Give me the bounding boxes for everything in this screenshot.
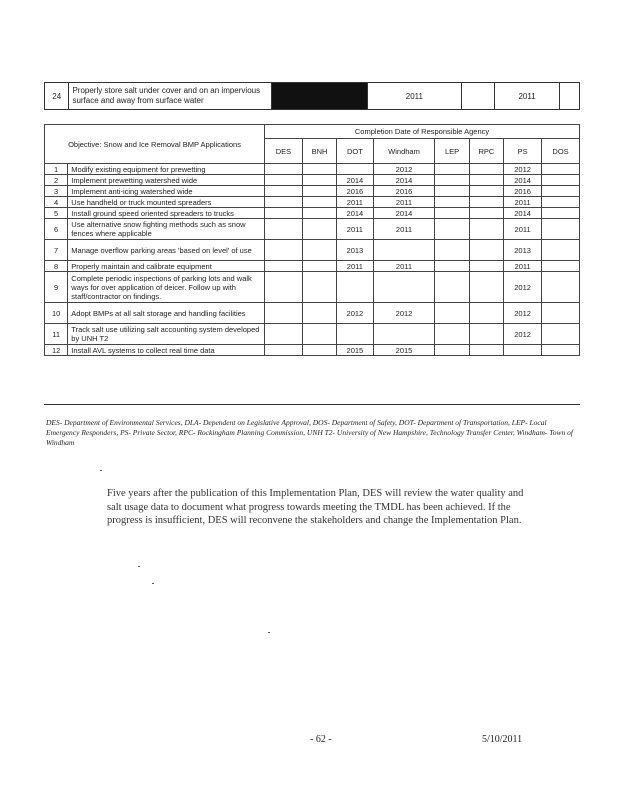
completion-cell-rpc xyxy=(469,208,503,219)
row-description: Use handheld or truck mounted spreaders xyxy=(68,197,265,208)
agency-header-dot: DOT xyxy=(337,139,373,164)
completion-cell-dos xyxy=(542,186,580,197)
row-number: 7 xyxy=(45,240,68,261)
completion-cell-lep xyxy=(435,345,469,356)
completion-cell-lep xyxy=(435,219,469,240)
completion-cell-windham: 2011 xyxy=(373,261,435,272)
completion-cell-lep xyxy=(435,164,469,175)
completion-cell-ps: 2016 xyxy=(504,186,542,197)
completion-cell-dot: 2015 xyxy=(337,345,373,356)
scan-speck xyxy=(268,632,270,633)
completion-cell-windham xyxy=(373,272,435,303)
agency-header-dos: DOS xyxy=(542,139,580,164)
completion-cell-windham: 2016 xyxy=(373,186,435,197)
completion-cell-des xyxy=(265,164,303,175)
completion-cell-dot xyxy=(337,164,373,175)
completion-cell-windham: 2012 xyxy=(373,303,435,324)
completion-cell-des xyxy=(265,186,303,197)
completion-cell-bnh xyxy=(302,240,336,261)
completion-cell-rpc xyxy=(469,272,503,303)
completion-cell-rpc xyxy=(469,175,503,186)
completion-cell-rpc xyxy=(469,303,503,324)
completion-cell-windham: 2014 xyxy=(373,208,435,219)
completion-date-header: Completion Date of Responsible Agency xyxy=(265,125,580,139)
completion-cell-windham: 2015 xyxy=(373,345,435,356)
row-description: Implement prewetting watershed wide xyxy=(68,175,265,186)
scan-speck xyxy=(152,583,154,584)
completion-cell-bnh xyxy=(302,303,336,324)
completion-cell-lep xyxy=(435,261,469,272)
completion-cell-bnh xyxy=(302,175,336,186)
completion-cell-dot: 2011 xyxy=(337,219,373,240)
agency-header-ps: PS xyxy=(504,139,542,164)
redacted-cell xyxy=(272,83,367,110)
completion-cell-bnh xyxy=(302,164,336,175)
agency-header-bnh: BNH xyxy=(302,139,336,164)
completion-cell-ps: 2014 xyxy=(504,175,542,186)
completion-cell-bnh xyxy=(302,324,336,345)
table-row xyxy=(45,219,580,240)
completion-cell-ps: 2014 xyxy=(504,208,542,219)
table-row xyxy=(45,83,580,110)
row-number: 2 xyxy=(45,175,68,186)
completion-cell-dos xyxy=(542,324,580,345)
completion-cell-bnh xyxy=(302,186,336,197)
completion-cell-ps: 2012 xyxy=(504,324,542,345)
row-number: 1 xyxy=(45,164,68,175)
completion-cell-dos xyxy=(542,272,580,303)
row-description: Install AVL systems to collect real time data xyxy=(68,345,265,356)
completion-cell-dos xyxy=(542,219,580,240)
row-number: 10 xyxy=(45,303,68,324)
objective-header: Objective: Snow and Ice Removal BMP Applications xyxy=(45,125,265,164)
row-description: Properly store salt under cover and on an impervious surface and away from surface water xyxy=(69,83,272,110)
completion-cell-rpc xyxy=(469,219,503,240)
table-row xyxy=(45,303,580,324)
completion-cell-dos xyxy=(542,303,580,324)
row-description: Modify existing equipment for prewetting xyxy=(68,164,265,175)
body-paragraph: Five years after the publication of this Implementation Plan, DES will review the water quality and salt usage data to document what progress towards meeting the TMDL has been achieved. If the progress is insufficient, DES will reconvene the stakeholders and change the Implementation Plan. xyxy=(107,488,524,526)
completion-cell-des xyxy=(265,175,303,186)
completion-cell-dot: 2016 xyxy=(337,186,373,197)
completion-cell-des xyxy=(265,208,303,219)
completion-cell-dos xyxy=(542,208,580,219)
completion-cell-rpc xyxy=(469,186,503,197)
row-description: Install ground speed oriented spreaders to trucks xyxy=(68,208,265,219)
row-number: 12 xyxy=(45,345,68,356)
salt-storage-row-table xyxy=(44,82,580,110)
completion-cell-bnh xyxy=(302,261,336,272)
completion-cell-dot: 2014 xyxy=(337,175,373,186)
scan-speck xyxy=(138,566,140,567)
row-number: 24 xyxy=(45,83,69,110)
table-row xyxy=(45,272,580,303)
completion-cell-ps xyxy=(504,345,542,356)
table-row xyxy=(45,175,580,186)
completion-cell-dos xyxy=(542,175,580,186)
completion-cell-dos xyxy=(542,240,580,261)
scan-speck xyxy=(100,470,102,471)
completion-cell-ps: 2011 xyxy=(504,219,542,240)
completion-cell-dos xyxy=(542,197,580,208)
completion-cell-lep xyxy=(435,186,469,197)
completion-cell-des xyxy=(265,324,303,345)
agency-header-windham: Windham xyxy=(373,139,435,164)
completion-cell-bnh xyxy=(302,208,336,219)
bmp-applications-table xyxy=(44,124,580,356)
row-description: Use alternative snow fighting methods such as snow fences where applicable xyxy=(68,219,265,240)
page-number: - 62 - xyxy=(310,734,332,745)
row-description: Implement anti-icing watershed wide xyxy=(68,186,265,197)
completion-cell-ps: 2012 xyxy=(504,164,542,175)
completion-cell-des xyxy=(265,219,303,240)
completion-cell-dot: 2012 xyxy=(337,303,373,324)
agency-header-lep: LEP xyxy=(435,139,469,164)
completion-cell-windham: 2011 xyxy=(373,219,435,240)
table-row xyxy=(45,240,580,261)
row-number: 6 xyxy=(45,219,68,240)
row-description: Manage overflow parking areas 'based on level' of use xyxy=(68,240,265,261)
completion-cell-bnh xyxy=(302,345,336,356)
completion-cell-lep xyxy=(435,175,469,186)
completion-cell-windham: 2012 xyxy=(373,164,435,175)
table-row xyxy=(45,186,580,197)
completion-cell-des xyxy=(265,303,303,324)
row-number: 5 xyxy=(45,208,68,219)
row-number: 8 xyxy=(45,261,68,272)
row-number: 4 xyxy=(45,197,68,208)
abbreviations-footnote: DES- Department of Environmental Services, DLA- Dependent on Legislative Approval, DOS- Department of Safety, DOT- Department of Transportation, LEP- Local Emergency Responders, PS- Private Sector, RPC- Rockingham Planning Commission, UNH T2- University of New Hampshire, Technology Transfer Center, Windham- Town of Windham xyxy=(46,418,573,447)
empty-cell xyxy=(462,83,495,110)
completion-cell-des xyxy=(265,240,303,261)
agency-header-des: DES xyxy=(265,139,303,164)
completion-cell-bnh xyxy=(302,197,336,208)
table-row xyxy=(45,261,580,272)
table-row xyxy=(45,197,580,208)
completion-cell-lep xyxy=(435,303,469,324)
completion-cell-windham: 2011 xyxy=(373,197,435,208)
completion-cell-ps: 2012 xyxy=(504,303,542,324)
completion-cell-bnh xyxy=(302,219,336,240)
completion-cell-des xyxy=(265,197,303,208)
completion-cell-ps: 2011 xyxy=(504,261,542,272)
completion-cell-rpc xyxy=(469,261,503,272)
completion-cell-des xyxy=(265,345,303,356)
completion-cell-bnh xyxy=(302,272,336,303)
completion-cell-windham xyxy=(373,240,435,261)
completion-cell-lep xyxy=(435,272,469,303)
completion-cell-dot xyxy=(337,272,373,303)
completion-cell-dot: 2013 xyxy=(337,240,373,261)
table-row xyxy=(45,164,580,175)
completion-cell-ps: 2011 xyxy=(504,197,542,208)
row-number: 9 xyxy=(45,272,68,303)
table-row xyxy=(45,324,580,345)
completion-cell-dot: 2014 xyxy=(337,208,373,219)
agency-header-rpc: RPC xyxy=(469,139,503,164)
completion-cell-dos xyxy=(542,345,580,356)
completion-cell-lep xyxy=(435,324,469,345)
document-date: 5/10/2011 xyxy=(482,734,523,745)
row-description: Complete periodic inspections of parking lots and walk ways for over application of deicer. Follow up with staff/contractor on findings. xyxy=(68,272,265,303)
table-row xyxy=(45,345,580,356)
row-number: 3 xyxy=(45,186,68,197)
completion-cell-lep xyxy=(435,197,469,208)
completion-cell-rpc xyxy=(469,324,503,345)
completion-cell-windham xyxy=(373,324,435,345)
completion-cell-rpc xyxy=(469,345,503,356)
row-number: 11 xyxy=(45,324,68,345)
completion-cell-dos xyxy=(542,261,580,272)
divider xyxy=(44,404,580,405)
row-year: 2011 xyxy=(367,83,461,110)
completion-cell-dot: 2011 xyxy=(337,197,373,208)
completion-cell-dot xyxy=(337,324,373,345)
row-year: 2011 xyxy=(495,83,559,110)
row-description: Adopt BMPs at all salt storage and handling facilities xyxy=(68,303,265,324)
completion-cell-des xyxy=(265,261,303,272)
empty-cell xyxy=(559,83,579,110)
completion-cell-ps: 2013 xyxy=(504,240,542,261)
completion-cell-des xyxy=(265,272,303,303)
completion-cell-ps: 2012 xyxy=(504,272,542,303)
row-description: Track salt use utilizing salt accounting system developed by UNH T2 xyxy=(68,324,265,345)
completion-cell-rpc xyxy=(469,240,503,261)
row-description: Properly maintain and calibrate equipment xyxy=(68,261,265,272)
completion-cell-lep xyxy=(435,208,469,219)
completion-cell-dos xyxy=(542,164,580,175)
completion-cell-rpc xyxy=(469,164,503,175)
completion-cell-dot: 2011 xyxy=(337,261,373,272)
completion-cell-rpc xyxy=(469,197,503,208)
table-row xyxy=(45,208,580,219)
completion-cell-windham: 2014 xyxy=(373,175,435,186)
completion-cell-lep xyxy=(435,240,469,261)
